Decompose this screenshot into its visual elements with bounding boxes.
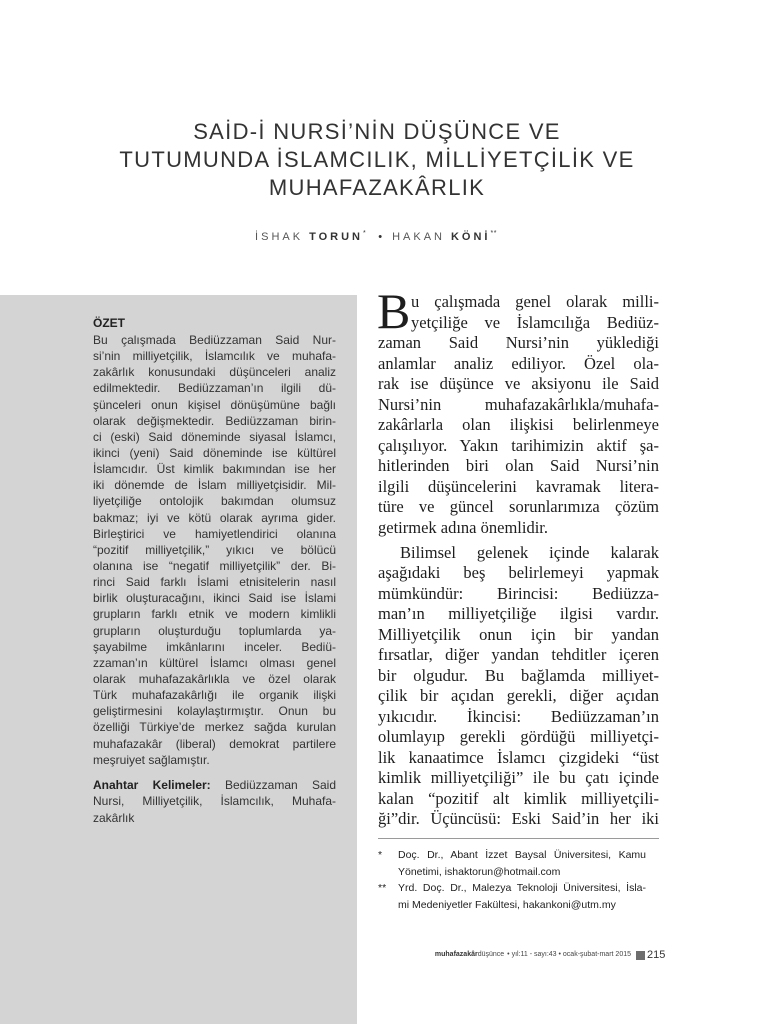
footnote xyxy=(378,847,648,880)
author-given-name: HAKAN xyxy=(392,231,445,243)
page-marker-square xyxy=(636,951,645,960)
keywords xyxy=(93,777,336,826)
page-number: 215 xyxy=(647,949,666,961)
footnote-text xyxy=(398,847,646,880)
abstract-line: geliştirmesini kolaylaştırmıştır. Onun bu xyxy=(93,704,336,719)
abstract-line: Birleştirici ve hamiyetlendirici olanına xyxy=(93,526,336,541)
footnote-mark: * xyxy=(362,230,367,237)
author-family-name: KÖNİ xyxy=(450,231,491,243)
keywords-line: Nursi, Milliyetçilik, İslamcılık, Muhafa- xyxy=(93,794,336,809)
author-separator: • xyxy=(378,231,383,243)
abstract-line: ikinci (yeni) Said döneminde ise kültürel xyxy=(93,445,336,460)
abstract-line: liyetçiliğe ontolojik bakımdan olumsuz xyxy=(93,494,336,509)
footnote-mark: ** xyxy=(378,882,387,894)
abstract-line: rinci Said farklı İslami etnisitelerin nasıl xyxy=(93,575,336,590)
author-family-name: TORUN xyxy=(309,231,363,243)
body-line: olumlayıp gerekli gördüğü milliyetçi- xyxy=(378,727,659,746)
body-line: ilgili düşüncelerini kavramak litera- xyxy=(378,476,659,496)
abstract-line: edilmektedir. Bediüzzaman’ın ilgili dü- xyxy=(93,381,336,396)
footnote-line: Doç. Dr., Abant İzzet Baysal Üniversitesi, Kamu xyxy=(398,849,646,861)
body-line: yıkıcıdır. İkincisi: Bediüzzaman’ın xyxy=(378,706,659,726)
abstract-line: iki dönemde de İslam milliyetçisidir. Mil- xyxy=(93,478,336,493)
abstract-line: birlik oluşturacağını, ikinci Said ise İslami xyxy=(93,591,336,606)
abstract-line: “pozitif milliyetçilik,” yıkıcı ve bölücü xyxy=(93,542,336,557)
body-line: kalan “pozitif alt kimlik milliyetçili- xyxy=(378,788,659,808)
body-line: ği”dir. Üçüncüsü: Eski Said’in her iki xyxy=(378,809,659,828)
title-line: SAİD-İ NURSİ’NİN DÜŞÜNCE VE xyxy=(193,119,561,144)
body-line: türe ve güncel sorunlarımıza çözüm xyxy=(378,497,659,516)
abstract-text xyxy=(93,332,336,768)
abstract-line: grupların oluşturduğu toplumlarda ya- xyxy=(93,623,336,638)
body-line: fırsatlar, diğer yandan tehditler içeren xyxy=(378,645,659,664)
body-line: anlamlar analiz ediliyor. Özel ola- xyxy=(378,353,659,373)
drop-cap: B xyxy=(377,283,411,339)
body-line: aşağıdaki beş belirlemeyi yapmak xyxy=(378,563,659,582)
footnote-mark: * xyxy=(378,849,383,861)
body-line: getirmek adına önemlidir. xyxy=(378,517,548,537)
abstract-line: İslamcıdır. Üst kimlik bakımından ise her xyxy=(93,462,336,477)
keywords-line xyxy=(93,777,336,793)
body-line: u çalışmada genel olarak milli- xyxy=(411,292,659,311)
journal-name-rest: düşünce xyxy=(477,951,505,958)
author-given-name: İSHAK xyxy=(255,231,304,243)
article-title xyxy=(0,118,754,202)
title-line: TUTUMUNDA İSLAMCILIK, MİLLİYETÇİLİK VE xyxy=(119,147,635,172)
footnote-line: Yönetimi, ishaktorun@hotmail.com xyxy=(398,865,561,878)
body-line: lik kanaatimce İslamcı çizgideki “üst xyxy=(378,747,659,767)
footnote-line: Yrd. Doç. Dr., Malezya Teknoloji Üniversitesi, İsla- xyxy=(398,882,646,894)
abstract-heading: ÖZET xyxy=(93,316,125,330)
body-line: çilik bir açıdan gerekli, diğer açıdan xyxy=(378,686,659,705)
abstract-line: Türk muhafazakârlığı ile organik ilişki xyxy=(93,688,336,703)
abstract-line: zzaman’ın kültürel İslamcı olması genel xyxy=(93,655,336,670)
body-line: Milliyetçilik onun için bir yandan xyxy=(378,624,659,644)
abstract-line: muhafazakâr (liberal) demokrat partilere xyxy=(93,736,336,751)
body-line: zaman Said Nursi’nin yüklediği xyxy=(378,333,659,352)
abstract-line: ci (eski) Said döneminde siyasal İslamcı, xyxy=(93,429,336,444)
keywords-line: zakârlık xyxy=(93,810,135,825)
footnote-mark: ** xyxy=(490,230,497,237)
issue-info: • yıl:11 - sayı:43 • ocak-şubat-mart 2015 xyxy=(507,951,631,958)
abstract-line: şünceleri onun kişisel dönüşümüne bağlı xyxy=(93,397,336,412)
abstract-line: olanına ise “negatif milliyetçilik” der. Bi- xyxy=(93,558,336,573)
author-line xyxy=(0,229,752,247)
body-line: hitlerinden biri olan Said Nursi’nin xyxy=(378,456,659,475)
body-line: çalışılıyor. Yakın tarihimizin aktif şa- xyxy=(378,435,659,455)
journal-footer xyxy=(435,949,631,961)
body-line: yetçiliğe ve İslamcılığa Bediüz- xyxy=(411,312,659,332)
abstract-line: si’nin milliyetçilik, İslamcılık ve muhafa- xyxy=(93,349,336,364)
body-line: mümkündür: Birincisi: Bediüzza- xyxy=(378,583,659,603)
body-line: Bilimsel gelenek içinde kalarak xyxy=(400,542,659,562)
body-line: bir olgudur. Bu bağlamda milliyet- xyxy=(378,665,659,685)
abstract-line: bakmaz; iyi ve kötü olarak ayrıma gider. xyxy=(93,510,336,525)
abstract-line: meşruiyet sağlamıştır. xyxy=(93,752,210,767)
footnote-line: mi Medeniyetler Fakültesi, hakankoni@utm.my xyxy=(398,898,616,911)
footnote xyxy=(378,880,648,913)
body-line: kimlik milliyetçiliği” ile bu çatı içinde xyxy=(378,768,659,787)
footnote-text xyxy=(398,880,646,913)
abstract-line: olarak değişmektedir. Bediüzzaman birin- xyxy=(93,413,336,428)
abstract-line: olarak muhafazakârlıkla ve özel olarak xyxy=(93,671,336,686)
abstract-line: zakârlık konusundaki düşünceleri analiz xyxy=(93,365,336,380)
title-line: MUHAFAZAKÂRLIK xyxy=(268,175,486,200)
abstract xyxy=(93,315,336,826)
keywords-text: Bediüzzaman Said xyxy=(224,777,337,792)
body-line: zakârlarla olan ilişkisi belirlenmeye xyxy=(378,415,659,434)
body-line: Nursi’nin muhafazakârlıkla/muhafa- xyxy=(378,394,659,414)
abstract-line: grupların farklı etnik ve modern kimlikli xyxy=(93,607,336,622)
footnotes xyxy=(378,847,648,913)
abstract-line: özelliği Türkiye’de merkez sağda kurulan xyxy=(93,720,336,735)
paragraph xyxy=(378,543,659,830)
abstract-line: şayabilme imkânlarını inceler. Bediü- xyxy=(93,639,336,654)
body-line: man’ın milliyetçiliğe ilgisi vardır. xyxy=(378,604,659,623)
body-line: rak ise düşünce ve aksiyonu ile Said xyxy=(378,374,659,393)
footnote-rule xyxy=(378,838,659,839)
abstract-line: Bu çalışmada Bediüzzaman Said Nur- xyxy=(93,333,336,347)
keywords-label: Anahtar Kelimeler: xyxy=(93,777,211,792)
body-text xyxy=(378,292,659,830)
paragraph xyxy=(378,292,659,538)
journal-name-bold: muhafazakâr xyxy=(434,951,478,958)
